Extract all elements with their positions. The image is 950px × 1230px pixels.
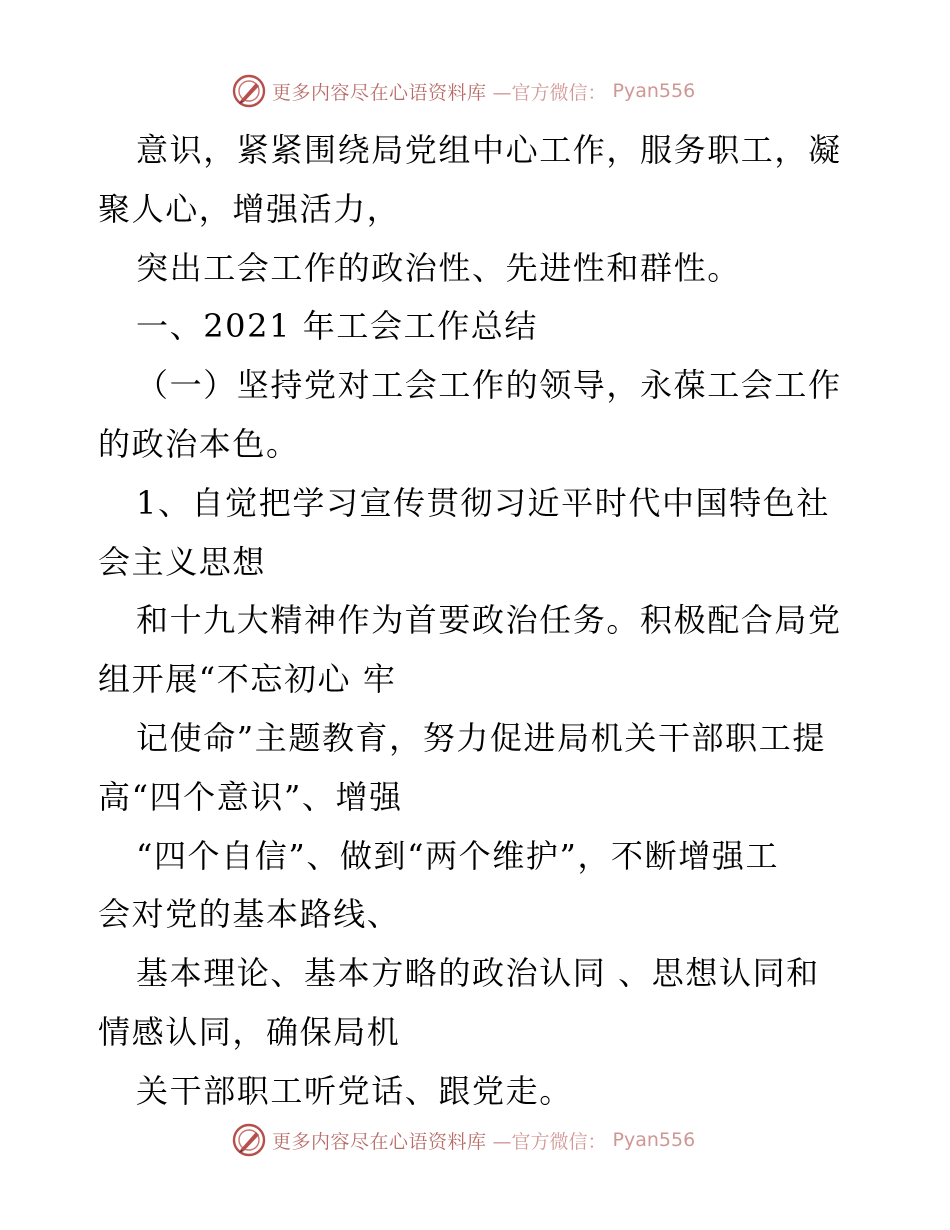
paragraph-line: 记使命”主题教育，努力促进局机关干部职工提: [136, 718, 826, 757]
watermark-text: 更多内容尽在心语资料库: [272, 81, 487, 104]
watermark-handle: Pyan556: [612, 80, 696, 102]
paragraph-line: 聚人心，增强活力，: [98, 189, 401, 228]
paragraph-line: 情感认同，确保局机: [98, 1012, 401, 1051]
watermark-footer: [232, 1123, 695, 1157]
paragraph-line: 意识，紧紧围绕局党组中心工作，服务职工，凝: [136, 131, 842, 169]
paragraph-line: 和十九大精神作为首要政治任务。积极配合局党: [136, 601, 842, 640]
pen-logo-icon: [232, 74, 266, 108]
pen-logo-icon: [232, 1123, 266, 1157]
watermark-contact-label: —官方微信：: [492, 81, 607, 104]
paragraph-line: 突出工会工作的政治性、先进性和群性。: [136, 248, 741, 287]
subsection-heading: 的政治本色。: [98, 424, 300, 463]
watermark-contact-label: —官方微信：: [492, 1130, 607, 1153]
watermark-text: 更多内容尽在心语资料库: [272, 1130, 487, 1153]
paragraph-line: 会对党的基本路线、: [98, 895, 401, 934]
paragraph-line: 1、自觉把学习宣传贯彻习近平时代中国特色社: [136, 483, 830, 522]
section-heading: 一、2021 年工会工作总结: [136, 307, 539, 346]
paragraph-line: 高“四个意识”、增强: [98, 777, 403, 816]
paragraph-line: 基本理论、基本方略的政治认同 、思想认同和: [136, 954, 820, 993]
paragraph-line: 会主义思想: [98, 542, 267, 581]
paragraph-line: “四个自信”、做到“两个维护”，不断增强工: [136, 836, 780, 875]
paragraph-line: 关干部职工听党话、跟党走。: [136, 1071, 573, 1110]
watermark-header: [232, 74, 695, 108]
document-body: [98, 121, 858, 1121]
watermark-handle: Pyan556: [612, 1129, 696, 1151]
paragraph-line: 组开展“不忘初心 牢: [98, 660, 397, 699]
subsection-heading: （一）坚持党对工会工作的领导，永葆工会工作: [136, 366, 842, 405]
